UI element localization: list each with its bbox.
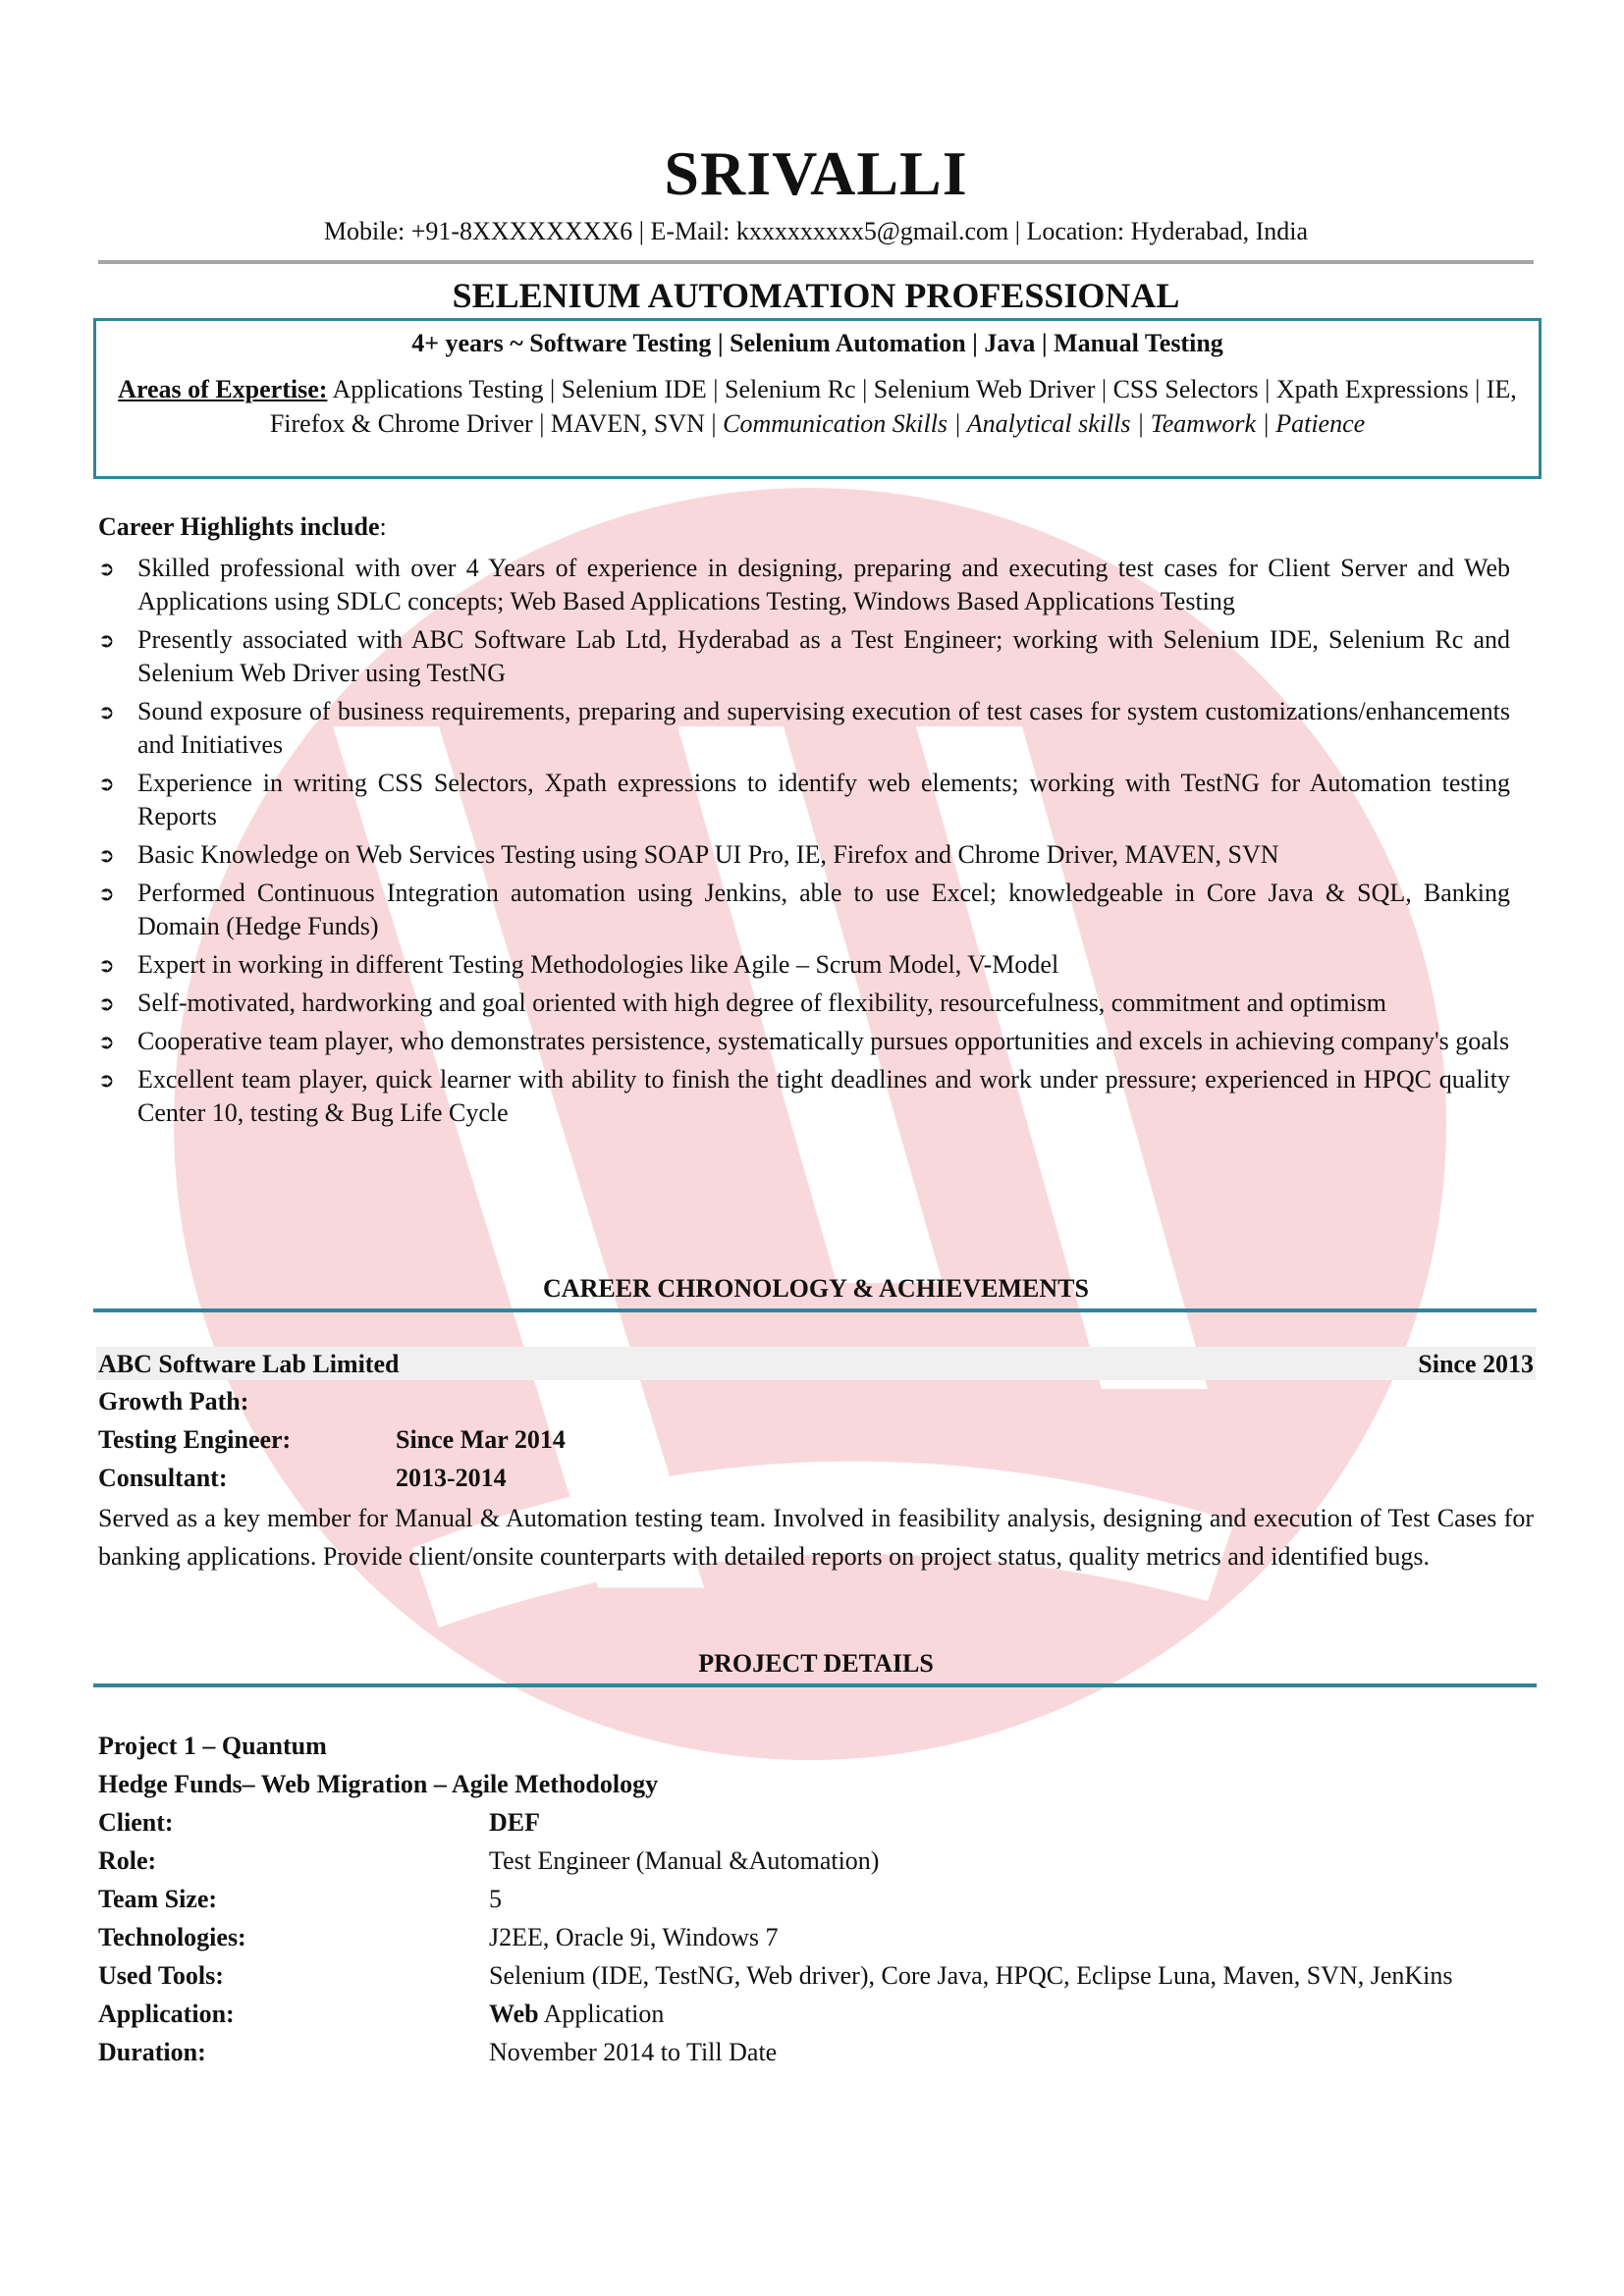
highlights-heading: Career Highlights include: bbox=[98, 512, 387, 541]
project-field-row bbox=[98, 1956, 1534, 1995]
highlight-text: Skilled professional with over 4 Years of experience in designing, preparing and executing test cases for Client Server and Web Applications using SDLC concepts; Web Based Applications Testing, Windows Based Applications Testing bbox=[137, 554, 1510, 615]
field-label: Technologies: bbox=[98, 1923, 246, 1951]
field-value: Web Application bbox=[489, 2000, 665, 2028]
field-label: Client: bbox=[98, 1808, 174, 1837]
role-row: Testing Engineer: Since Mar 2014 bbox=[98, 1425, 566, 1454]
projects-divider bbox=[93, 1683, 1537, 1687]
career-description: Served as a key member for Manual & Automation testing team. Involved in feasibility analysis, designing and execution of Test Cases for banking applications. Provide client/onsite counterparts with detailed reports on project status, quality metrics and identified bugs. bbox=[98, 1504, 1534, 1571]
expertise-technical: Applications Testing | Selenium IDE | Selenium Rc | Selenium Web Driver | CSS Selectors | Xpath Expressions | IE, Firefox & Chrome Driver | MAVEN, SVN | bbox=[269, 375, 1517, 438]
project-field-row bbox=[98, 1995, 1534, 2033]
highlight-item bbox=[98, 948, 1510, 982]
arrow-bullet-icon: ➲ bbox=[98, 1030, 115, 1053]
company-since: Since 2013 bbox=[1418, 1350, 1534, 1378]
highlight-item bbox=[98, 623, 1510, 690]
expertise-label: Areas of Expertise: bbox=[118, 375, 328, 403]
project-field-row bbox=[98, 1880, 1534, 1918]
project-field-row bbox=[98, 2033, 1534, 2071]
highlight-text: Sound exposure of business requirements, preparing and supervising execution of test cases for system customizations/enhancements and Initiatives bbox=[137, 697, 1510, 759]
career-heading: CAREER CHRONOLOGY & ACHIEVEMENTS bbox=[543, 1274, 1089, 1303]
highlight-text: Excellent team player, quick learner with ability to finish the tight deadlines and work under pressure; experienced in HPQC quality Center 10, testing & Bug Life Cycle bbox=[137, 1065, 1510, 1127]
field-label: Duration: bbox=[98, 2038, 206, 2066]
field-label: Role: bbox=[98, 1846, 157, 1875]
field-value: DEF bbox=[489, 1808, 540, 1837]
highlight-item bbox=[98, 877, 1510, 943]
arrow-bullet-icon: ➲ bbox=[98, 843, 115, 867]
field-label: Used Tools: bbox=[98, 1961, 224, 1990]
highlight-item bbox=[98, 767, 1510, 833]
highlight-item bbox=[98, 1025, 1510, 1058]
arrow-bullet-icon: ➲ bbox=[98, 953, 115, 977]
highlight-item bbox=[98, 987, 1510, 1020]
summary-box bbox=[93, 318, 1542, 479]
company-row bbox=[96, 1347, 1536, 1380]
header-divider bbox=[98, 260, 1534, 264]
expertise-soft-skills: Communication Skills | Analytical skills | Teamwork | Patience bbox=[723, 408, 1366, 438]
field-value: Selenium (IDE, TestNG, Web driver), Core Java, HPQC, Eclipse Luna, Maven, SVN, JenKins bbox=[489, 1961, 1453, 1990]
project-field-row bbox=[98, 1842, 1534, 1880]
arrow-bullet-icon: ➲ bbox=[98, 557, 115, 580]
field-value: 5 bbox=[489, 1885, 502, 1913]
highlight-text: Experience in writing CSS Selectors, Xpath expressions to identify web elements; working with TestNG for Automation testing Reports bbox=[137, 769, 1510, 830]
field-label: Team Size: bbox=[98, 1885, 218, 1913]
company-name: ABC Software Lab Limited bbox=[98, 1350, 400, 1378]
highlight-text: Cooperative team player, who demonstrates persistence, systematically pursues opportunities and excels in achieving company's goals bbox=[137, 1027, 1510, 1055]
arrow-bullet-icon: ➲ bbox=[98, 991, 115, 1015]
highlight-item bbox=[98, 838, 1510, 872]
highlight-text: Presently associated with ABC Software Lab Ltd, Hyderabad as a Test Engineer; working with Selenium IDE, Selenium Rc and Selenium Web Driver using TestNG bbox=[137, 625, 1510, 687]
project-field-row bbox=[98, 1803, 1534, 1842]
highlight-text: Basic Knowledge on Web Services Testing using SOAP UI Pro, IE, Firefox and Chrome Driver, MAVEN, SVN bbox=[137, 840, 1279, 869]
highlight-text: Performed Continuous Integration automation using Jenkins, able to use Excel; knowledgeable in Core Java & SQL, Banking Domain (Hedge Funds) bbox=[137, 879, 1510, 940]
growth-path-label: Growth Path: bbox=[98, 1387, 249, 1415]
summary-headline: 4+ years ~ Software Testing | Selenium Automation | Java | Manual Testing bbox=[411, 329, 1223, 357]
project-field-row bbox=[98, 1918, 1534, 1956]
field-value: J2EE, Oracle 9i, Windows 7 bbox=[489, 1923, 779, 1951]
highlight-item bbox=[98, 695, 1510, 762]
contact-line: Mobile: +91-8XXXXXXXX6 | E-Mail: kxxxxxxxxx5@gmail.com | Location: Hyderabad, India bbox=[323, 217, 1309, 245]
role-row: Consultant: 2013-2014 bbox=[98, 1464, 507, 1492]
arrow-bullet-icon: ➲ bbox=[98, 881, 115, 905]
highlight-text: Expert in working in different Testing Methodologies like Agile – Scrum Model, V-Model bbox=[137, 950, 1059, 979]
highlight-item bbox=[98, 1063, 1510, 1130]
arrow-bullet-icon: ➲ bbox=[98, 772, 115, 795]
field-value: November 2014 to Till Date bbox=[489, 2038, 778, 2066]
areas-of-expertise bbox=[110, 373, 1525, 441]
career-divider bbox=[93, 1308, 1537, 1312]
highlights-list bbox=[98, 552, 1510, 1135]
field-value: Test Engineer (Manual &Automation) bbox=[489, 1846, 880, 1875]
highlight-text: Self-motivated, hardworking and goal oriented with high degree of flexibility, resourcefulness, commitment and optimism bbox=[137, 988, 1387, 1017]
project-subtitle: Hedge Funds– Web Migration – Agile Methodology bbox=[98, 1770, 659, 1798]
projects-heading: PROJECT DETAILS bbox=[698, 1649, 934, 1678]
arrow-bullet-icon: ➲ bbox=[98, 628, 115, 652]
professional-title: SELENIUM AUTOMATION PROFESSIONAL bbox=[452, 276, 1180, 315]
project-name: Project 1 – Quantum bbox=[98, 1732, 327, 1760]
candidate-name: SRIVALLI bbox=[664, 138, 968, 208]
highlight-item bbox=[98, 552, 1510, 618]
field-label: Application: bbox=[98, 2000, 235, 2028]
arrow-bullet-icon: ➲ bbox=[98, 1068, 115, 1092]
arrow-bullet-icon: ➲ bbox=[98, 700, 115, 723]
